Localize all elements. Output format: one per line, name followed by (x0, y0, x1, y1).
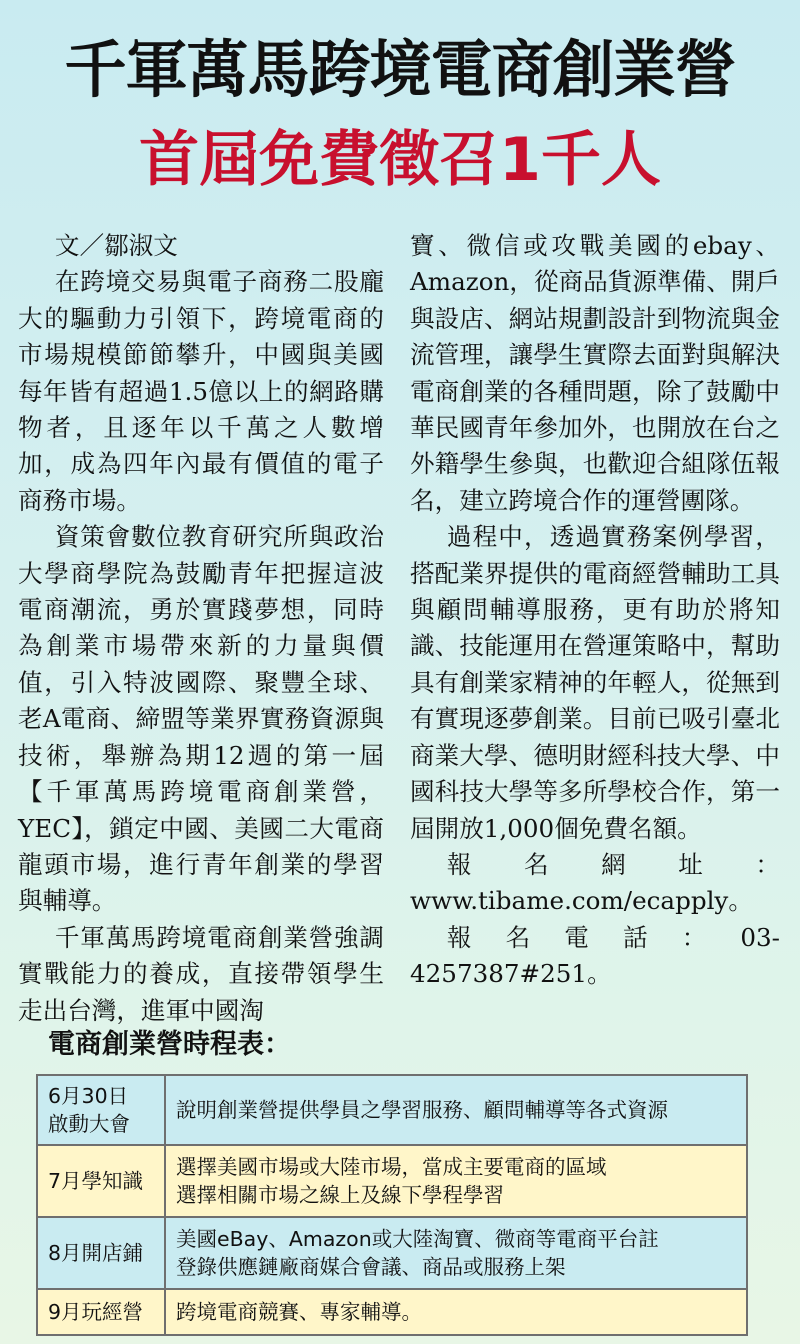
article-paragraph: 過程中，透過實務案例學習，搭配業界提供的電商經營輔助工具與顧問輔導服務，更有助於將知識、技能運用在營運策略中，幫助具有創業家精神的年輕人，從無到有實現逐夢創業。目前已吸引臺北商業大學、德明財經科技大學、中國科技大學等多所學校合作，第一屆開放1,000個免費名額。 (410, 522, 780, 843)
month-line: 8月開店鋪 (48, 1241, 144, 1265)
schedule-table (36, 1074, 748, 1336)
description-line: 說明創業營提供學員之學習服務、顧問輔導等各式資源 (176, 1098, 668, 1122)
article-paragraph: 資策會數位教育研究所與政治大學商學院為鼓勵青年把握這波電商潮流，勇於實踐夢想，同時為創業市場帶來新的力量與價值，引入特波國際、聚豐全球、老A電商、締盟等業界實務資源與技術，舉辦為期12週的第一屆【千軍萬馬跨境電商創業營，YEC】，鎖定中國、美國二大電商龍頭市場，進行青年創業的學習與輔導。 (18, 522, 384, 916)
schedule-month (37, 1217, 165, 1289)
schedule-month (37, 1145, 165, 1217)
description-line: 選擇美國市場或大陸市場，當成主要電商的區域 (176, 1155, 607, 1179)
schedule-row (37, 1217, 747, 1289)
month-line: 9月玩經營 (48, 1300, 144, 1324)
headline: 千軍萬馬跨境電商創業營 (64, 33, 736, 106)
description-line: 登錄供應鏈廠商媒合會議、商品或服務上架 (176, 1255, 566, 1279)
article-paragraph: 千軍萬馬跨境電商創業營強調實戰能力的養成，直接帶領學生走出台灣，進軍中國淘 (18, 922, 384, 1025)
schedule-row (37, 1075, 747, 1145)
article-paragraph: 在跨境交易與電子商務二股龐大的驅動力引領下，跨境電商的市場規模節節攀升，中國與美國每年皆有超過1.5億以上的網路購物者，且逐年以千萬之人數增加，成為四年內最有價值的電子商務市場。 (18, 267, 384, 515)
schedule-heading: 電商創業營時程表： (48, 1029, 291, 1060)
month-line: 6月30日 (48, 1084, 129, 1108)
byline: 文／鄒淑文 (54, 231, 178, 260)
registration-phone: 報名電話：03-4257387#251。 (410, 922, 780, 989)
schedule-description (165, 1289, 747, 1335)
schedule-description (165, 1145, 747, 1217)
schedule-description (165, 1217, 747, 1289)
schedule-month (37, 1289, 165, 1335)
registration-url: 報名網址：www.tibame.com/ecapply。 (410, 849, 780, 916)
article-column-left (18, 228, 384, 1029)
schedule-row (37, 1289, 747, 1335)
schedule-description (165, 1075, 747, 1145)
schedule-row (37, 1145, 747, 1217)
description-line: 選擇相關市場之線上及線下學程學習 (176, 1183, 504, 1207)
month-line: 啟動大會 (48, 1112, 130, 1136)
article-column-right (410, 228, 780, 993)
subheadline: 首屆免費徵召1千人 (139, 125, 661, 195)
description-line: 美國eBay、Amazon或大陸淘寶、微商等電商平台註 (176, 1227, 659, 1251)
article-paragraph: 寶、微信或攻戰美國的ebay、Amazon，從商品貨源準備、開戶與設店、網站規劃設計到物流與金流管理，讓學生實際去面對與解決電商創業的各種問題，除了鼓勵中華民國青年參加外，也開放在台之外籍學生參與，也歡迎合組隊伍報名，建立跨境合作的運營團隊。 (410, 231, 780, 515)
description-line: 跨境電商競賽、專家輔導。 (176, 1300, 422, 1324)
month-line: 7月學知識 (48, 1169, 144, 1193)
schedule-month (37, 1075, 165, 1145)
